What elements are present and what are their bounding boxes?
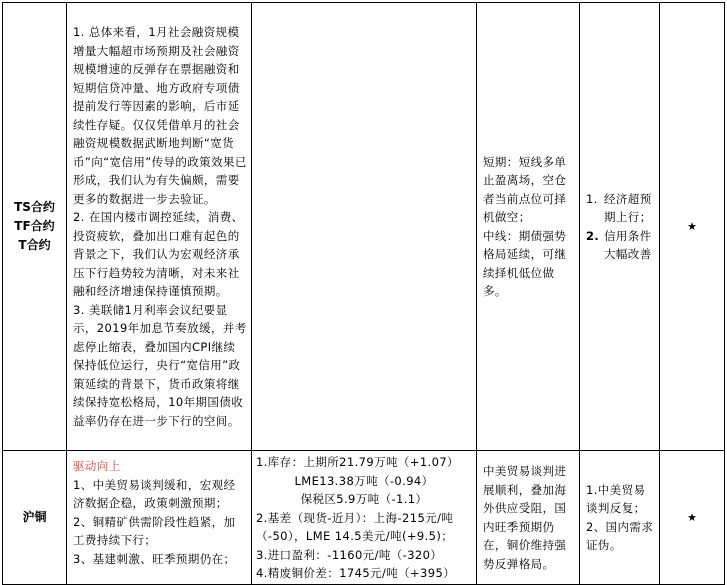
logic-paragraph: 1、中美贸易谈判缓和，宏观经济数据企稳，政策刺激预期； <box>73 477 236 510</box>
data-inventory-bonded: 保税区5.9万吨（-1.1） <box>300 492 428 506</box>
logic-heading: 驱动向上 <box>73 459 121 473</box>
strategy-short-term: 短期：短线多单止盈离场，空仓者当前点位可择机做空； <box>483 154 567 224</box>
rating-star-icon: ★ <box>660 451 725 585</box>
logic-paragraph: 2. 在国内楼市调控延续，消费、投资疲软，叠加出口难有起色的背景之下，我们认为宏观经济承压下行趋势较为清晰，对未来社融和经济增速保持谨慎预期。 <box>73 210 244 298</box>
strategy-mid-term: 中线：期债强势格局延续，可继续择机低位做多。 <box>483 228 567 298</box>
logic-paragraph: 3、基建刺激、旺季预期仍在； <box>73 551 236 566</box>
risk-text: 1.中美贸易谈判反复；2、国内需求证伪。 <box>586 482 654 552</box>
contract-name-copper: 沪铜 <box>22 510 47 524</box>
risk-item <box>586 227 655 264</box>
logic-paragraph: 2、铜精矿供需阶段性趋紧，加工费持续下行； <box>73 514 236 547</box>
strategy-text: 中美贸易谈判进展顺利，叠加海外供应受阻，国内旺季预期仍在，铜价维持强势反弹格局。 <box>483 464 567 571</box>
risk-item <box>586 190 655 227</box>
contract-name-tf: TF合约 <box>14 219 55 233</box>
data-import-profit: 3.进口盈利：-1160元/吨（-320） <box>256 547 443 562</box>
risk-item-number: 1. <box>586 191 598 206</box>
futures-strategy-table <box>2 2 725 585</box>
risk-cell <box>580 3 660 451</box>
strategy-cell <box>477 451 580 585</box>
risk-list <box>586 190 655 264</box>
logic-paragraph: 1. 总体来看，1月社会融资规模增量大幅超市场预期及社会融资规模增速的反弹存在票据融资和短期信贷冲量、地方政府专项债提前发行等因素的影响，后市延续性存疑。仅仅凭借单月的社会融资规模数据武断地判断“宽货币”向“宽信用”传导的政策效果已形成，我们认为有失偏颇，需要更多的数据进一步去验证。 <box>73 25 247 206</box>
table-row-bond-futures <box>3 3 725 451</box>
contract-name-ts: TS合约 <box>14 200 55 214</box>
strategy-cell <box>477 3 580 451</box>
table-row-copper <box>3 451 725 585</box>
logic-cell <box>67 451 252 585</box>
data-inventory: 1.库存：上期所21.79万吨（+1.07） <box>256 455 459 469</box>
data-scrap-spread: 4.精废铜价差：1745元/吨（+395） <box>256 566 456 580</box>
risk-cell <box>580 451 660 585</box>
contract-name-cell <box>3 3 67 451</box>
rating-star-icon: ★ <box>660 3 725 451</box>
data-inventory-lme: LME13.38万吨（-0.94） <box>294 473 434 488</box>
logic-paragraph: 3. 美联储1月利率会议纪要显示，2019年加息节奏放缓，并考虑停止缩表，叠加国内CPI继续保持低位运行，央行“宽信用”政策延续的背景下，货币政策将继续保持宽松格局，10年期国债收益率仍存在进一步下行的空间。 <box>73 302 247 428</box>
data-cell <box>252 451 477 585</box>
risk-item-text: 经济超预期上行； <box>604 191 652 224</box>
data-basis: 2.基差（现货-近月）：上海-215元/吨（-50），LME 14.5美元/吨(+9.5)； <box>256 510 454 543</box>
risk-item-text: 信用条件大幅改善 <box>604 228 652 261</box>
data-cell <box>252 3 477 451</box>
contract-name-cell <box>3 451 67 585</box>
contract-name-t: T合约 <box>18 238 51 252</box>
logic-cell <box>67 3 252 451</box>
risk-item-number: 2. <box>586 228 600 243</box>
